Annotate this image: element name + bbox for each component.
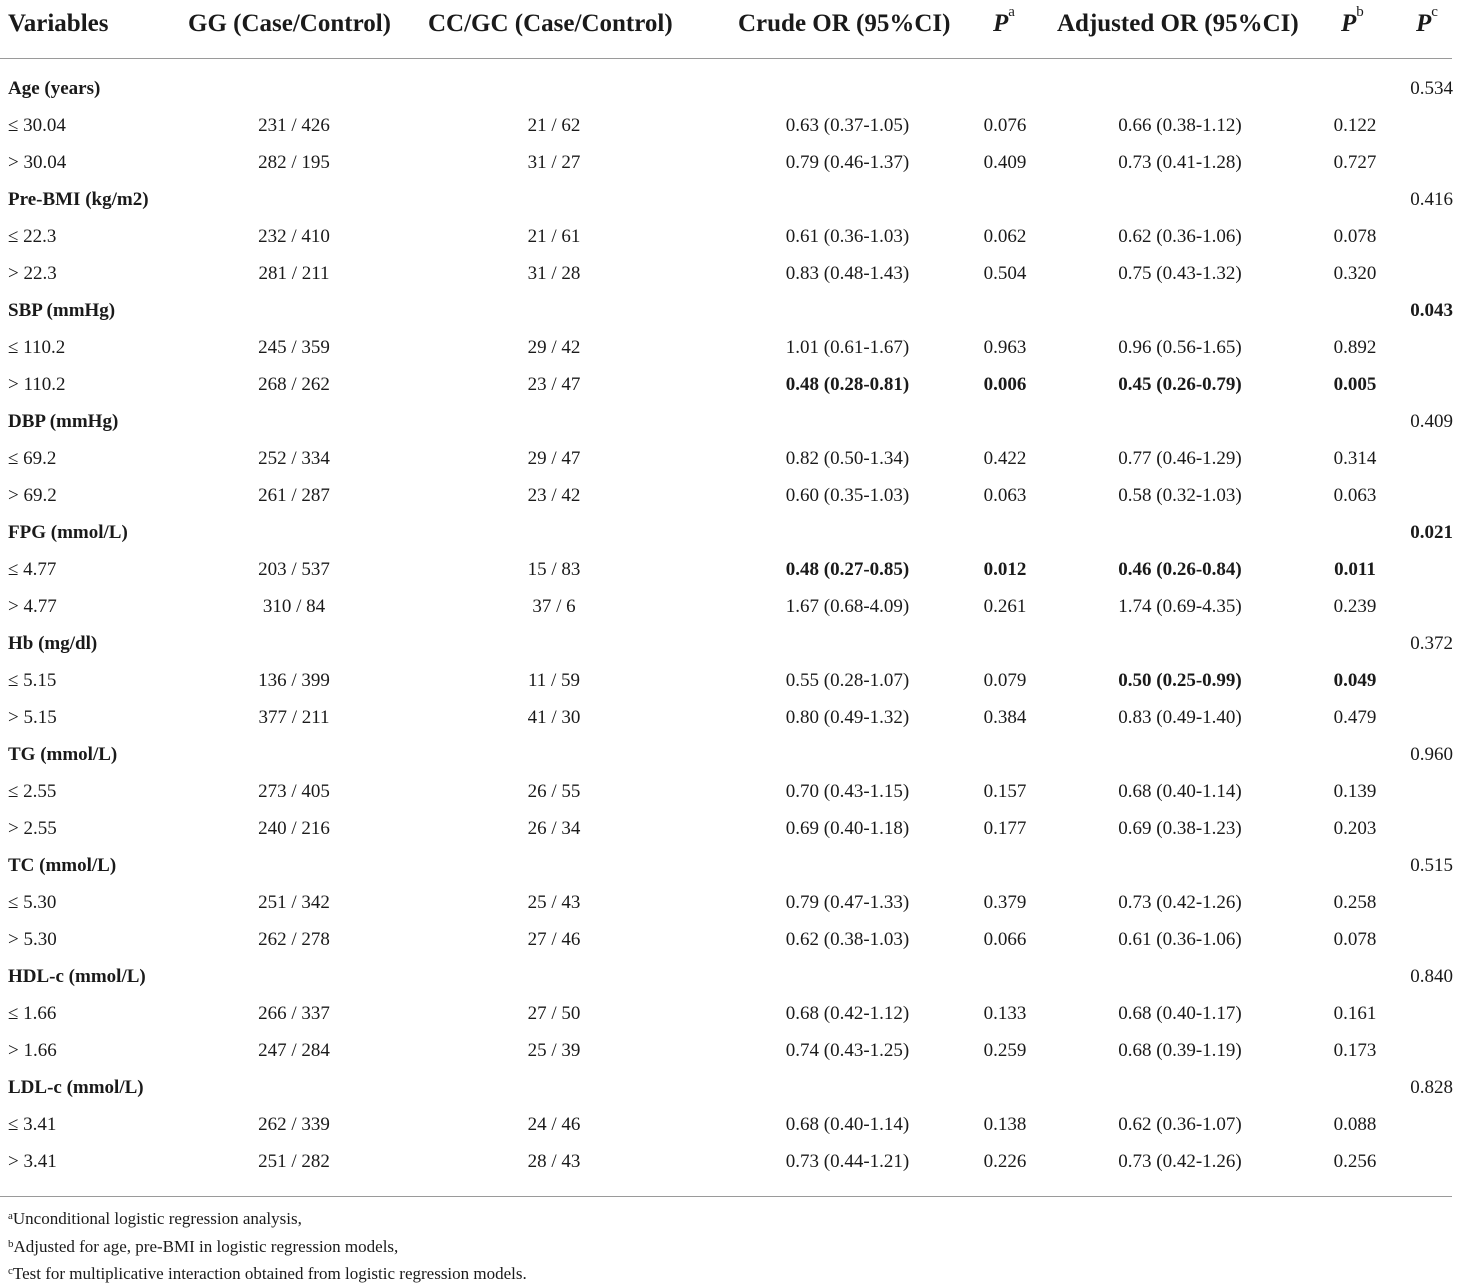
adjusted-or: 0.75 (0.43-1.32) <box>1118 263 1242 284</box>
gg-count: 247 / 284 <box>258 1040 330 1061</box>
p-value-a: 0.504 <box>983 263 1027 284</box>
gg-count: 136 / 399 <box>258 670 330 691</box>
gg-count: 266 / 337 <box>258 1003 330 1024</box>
footer-rule <box>0 1196 1452 1197</box>
adjusted-or: 0.68 (0.40-1.17) <box>1118 1003 1242 1024</box>
subgroup-label: > 110.2 <box>8 374 66 395</box>
p-value-a: 0.138 <box>983 1114 1027 1135</box>
subgroup-label: ≤ 5.30 <box>8 892 57 913</box>
p-value-b: 0.479 <box>1333 707 1377 728</box>
table-row <box>0 255 1460 292</box>
table-row <box>0 662 1460 699</box>
subgroup-label: > 3.41 <box>8 1151 57 1172</box>
group-label: DBP (mmHg) <box>8 411 119 432</box>
table-row <box>0 329 1460 366</box>
group-label: TC (mmol/L) <box>8 855 117 876</box>
p-value-b: 0.256 <box>1333 1151 1377 1172</box>
p-value-a: 0.963 <box>983 337 1027 358</box>
gg-count: 232 / 410 <box>258 226 330 247</box>
p-value-a: 0.422 <box>983 448 1027 469</box>
table-row <box>0 773 1460 810</box>
ccgc-count: 23 / 42 <box>527 485 581 506</box>
p-value-a: 0.177 <box>983 818 1027 839</box>
footnote-text: Unconditional logistic regression analysis, <box>12 1209 302 1228</box>
table-row <box>0 699 1460 736</box>
adjusted-or: 0.62 (0.36-1.06) <box>1118 226 1242 247</box>
p-value-a: 0.259 <box>983 1040 1027 1061</box>
gg-count: 261 / 287 <box>258 485 330 506</box>
header-p-a: $P^a$ <box>993 4 1015 37</box>
table-row <box>0 1106 1460 1143</box>
gg-count: 252 / 334 <box>258 448 330 469</box>
group-label: Age (years) <box>8 78 101 99</box>
gg-count: 251 / 282 <box>258 1151 330 1172</box>
table-row <box>0 107 1460 144</box>
ccgc-count: 21 / 62 <box>527 115 581 136</box>
table-row <box>0 1143 1460 1180</box>
gg-count: 262 / 339 <box>258 1114 330 1135</box>
header-gg: GG (Case/Control) <box>188 10 391 37</box>
footnotes <box>8 1205 527 1288</box>
p-value-b: 0.139 <box>1333 781 1377 802</box>
p-value-a: 0.409 <box>983 152 1027 173</box>
table-header <box>0 0 1460 58</box>
adjusted-or: 0.46 (0.26-0.84) <box>1118 559 1242 580</box>
p-value-a: 0.157 <box>983 781 1027 802</box>
table-row <box>0 921 1460 958</box>
group-row <box>0 847 1460 884</box>
ccgc-count: 27 / 46 <box>527 929 581 950</box>
subgroup-label: > 30.04 <box>8 152 67 173</box>
ccgc-count: 24 / 46 <box>527 1114 581 1135</box>
header-crude-or: Crude OR (95%CI) <box>738 10 951 37</box>
header-ccgc: CC/GC (Case/Control) <box>428 10 673 37</box>
p-value-b: 0.078 <box>1333 929 1377 950</box>
gg-count: 262 / 278 <box>258 929 330 950</box>
crude-or: 0.62 (0.38-1.03) <box>785 929 910 950</box>
p-value-b: 0.122 <box>1333 115 1377 136</box>
adjusted-or: 0.68 (0.39-1.19) <box>1118 1040 1242 1061</box>
p-value-a: 0.012 <box>983 559 1027 580</box>
crude-or: 0.79 (0.46-1.37) <box>785 152 910 173</box>
p-value-b: 0.892 <box>1333 337 1377 358</box>
subgroup-label: > 2.55 <box>8 818 57 839</box>
ccgc-count: 15 / 83 <box>527 559 581 580</box>
group-label: Pre-BMI (kg/m2) <box>8 189 149 210</box>
p-value-b: 0.049 <box>1333 670 1377 691</box>
p-interaction: 0.534 <box>1410 78 1453 99</box>
crude-or: 0.74 (0.43-1.25) <box>785 1040 910 1061</box>
p-value-a: 0.006 <box>983 374 1027 395</box>
p-interaction: 0.021 <box>1410 522 1453 543</box>
ccgc-count: 26 / 34 <box>527 818 581 839</box>
ccgc-count: 25 / 43 <box>527 892 581 913</box>
adjusted-or: 0.96 (0.56-1.65) <box>1118 337 1242 358</box>
crude-or: 0.63 (0.37-1.05) <box>785 115 910 136</box>
gg-count: 268 / 262 <box>258 374 330 395</box>
gg-count: 231 / 426 <box>258 115 330 136</box>
gg-count: 281 / 211 <box>258 263 330 284</box>
crude-or: 0.48 (0.27-0.85) <box>785 559 910 580</box>
p-value-b: 0.088 <box>1333 1114 1377 1135</box>
ccgc-count: 31 / 28 <box>527 263 581 284</box>
p-value-b: 0.727 <box>1333 152 1377 173</box>
subgroup-label: ≤ 30.04 <box>8 115 66 136</box>
table-body <box>0 70 1460 1180</box>
gg-count: 273 / 405 <box>258 781 330 802</box>
gg-count: 310 / 84 <box>262 596 326 617</box>
subgroup-label: ≤ 22.3 <box>8 226 57 247</box>
ccgc-count: 23 / 47 <box>527 374 581 395</box>
subgroup-label: > 4.77 <box>8 596 57 617</box>
p-value-b: 0.011 <box>1334 559 1376 580</box>
group-row <box>0 181 1460 218</box>
crude-or: 0.83 (0.48-1.43) <box>785 263 910 284</box>
footnote <box>8 1260 527 1288</box>
ccgc-count: 27 / 50 <box>527 1003 581 1024</box>
subgroup-label: ≤ 2.55 <box>8 781 57 802</box>
gg-count: 377 / 211 <box>258 707 330 728</box>
subgroup-label: ≤ 69.2 <box>8 448 57 469</box>
p-value-a: 0.066 <box>983 929 1027 950</box>
table-row <box>0 144 1460 181</box>
footnote-text: Test for multiplicative interaction obtained from logistic regression models. <box>12 1264 527 1283</box>
p-value-a: 0.384 <box>983 707 1027 728</box>
ccgc-count: 41 / 30 <box>527 707 581 728</box>
subgroup-label: > 1.66 <box>8 1040 57 1061</box>
p-value-a: 0.079 <box>983 670 1027 691</box>
subgroup-label: > 22.3 <box>8 263 57 284</box>
p-value-b: 0.173 <box>1333 1040 1377 1061</box>
adjusted-or: 0.58 (0.32-1.03) <box>1118 485 1242 506</box>
ccgc-count: 31 / 27 <box>527 152 581 173</box>
gg-count: 203 / 537 <box>258 559 330 580</box>
group-label: LDL-c (mmol/L) <box>8 1077 144 1098</box>
p-value-b: 0.078 <box>1333 226 1377 247</box>
p-value-a: 0.379 <box>983 892 1027 913</box>
group-row <box>0 625 1460 662</box>
ccgc-count: 37 / 6 <box>532 596 576 617</box>
subgroup-label: ≤ 3.41 <box>8 1114 57 1135</box>
subgroup-label: > 5.15 <box>8 707 57 728</box>
footnote-mark: c <box>8 1265 13 1277</box>
crude-or: 0.73 (0.44-1.21) <box>785 1151 910 1172</box>
header-p-c: $P^c$ <box>1416 4 1438 37</box>
crude-or: 0.48 (0.28-0.81) <box>785 374 910 395</box>
subgroup-label: > 5.30 <box>8 929 57 950</box>
subgroup-label: ≤ 110.2 <box>8 337 66 358</box>
ccgc-count: 29 / 47 <box>527 448 581 469</box>
crude-or: 0.68 (0.40-1.14) <box>785 1114 910 1135</box>
group-label: HDL-c (mmol/L) <box>8 966 146 987</box>
group-row <box>0 403 1460 440</box>
table-row <box>0 477 1460 514</box>
header-rule <box>0 58 1452 59</box>
p-value-b: 0.258 <box>1333 892 1377 913</box>
crude-or: 1.67 (0.68-4.09) <box>785 596 910 617</box>
p-interaction: 0.409 <box>1410 411 1453 432</box>
header-p-b: $P^b$ <box>1341 4 1364 37</box>
table-row <box>0 884 1460 921</box>
table-row <box>0 551 1460 588</box>
p-interaction: 0.828 <box>1410 1077 1453 1098</box>
p-value-b: 0.239 <box>1333 596 1377 617</box>
subgroup-label: > 69.2 <box>8 485 57 506</box>
p-value-a: 0.226 <box>983 1151 1027 1172</box>
group-row <box>0 1069 1460 1106</box>
group-label: SBP (mmHg) <box>8 300 116 321</box>
group-row <box>0 292 1460 329</box>
adjusted-or: 0.61 (0.36-1.06) <box>1118 929 1242 950</box>
adjusted-or: 0.68 (0.40-1.14) <box>1118 781 1242 802</box>
crude-or: 0.61 (0.36-1.03) <box>785 226 910 247</box>
table-row <box>0 1032 1460 1069</box>
adjusted-or: 0.50 (0.25-0.99) <box>1118 670 1242 691</box>
footnote <box>8 1233 527 1261</box>
crude-or: 0.55 (0.28-1.07) <box>785 670 910 691</box>
adjusted-or: 0.66 (0.38-1.12) <box>1118 115 1242 136</box>
ccgc-count: 26 / 55 <box>527 781 581 802</box>
footnote-text: Adjusted for age, pre-BMI in logistic regression models, <box>13 1236 399 1256</box>
adjusted-or: 0.62 (0.36-1.07) <box>1118 1114 1242 1135</box>
crude-or: 0.68 (0.42-1.12) <box>785 1003 910 1024</box>
ccgc-count: 11 / 59 <box>527 670 581 691</box>
gg-count: 245 / 359 <box>258 337 330 358</box>
table-row <box>0 810 1460 847</box>
table-row <box>0 995 1460 1032</box>
gg-count: 251 / 342 <box>258 892 330 913</box>
table-row <box>0 218 1460 255</box>
p-value-a: 0.062 <box>983 226 1027 247</box>
table-row <box>0 440 1460 477</box>
group-label: FPG (mmol/L) <box>8 522 128 543</box>
p-interaction: 0.043 <box>1410 300 1453 321</box>
header-adjusted-or: Adjusted OR (95%CI) <box>1057 10 1299 37</box>
p-interaction: 0.416 <box>1410 189 1453 210</box>
table-row <box>0 588 1460 625</box>
crude-or: 0.69 (0.40-1.18) <box>785 818 910 839</box>
table-row <box>0 366 1460 403</box>
gg-count: 240 / 216 <box>258 818 330 839</box>
group-row <box>0 70 1460 107</box>
p-value-b: 0.161 <box>1333 1003 1377 1024</box>
p-value-a: 0.133 <box>983 1003 1027 1024</box>
p-value-b: 0.320 <box>1333 263 1377 284</box>
footnote-mark: a <box>8 1210 13 1222</box>
crude-or: 0.60 (0.35-1.03) <box>785 485 910 506</box>
ccgc-count: 21 / 61 <box>527 226 581 247</box>
group-label: TG (mmol/L) <box>8 744 118 765</box>
p-value-a: 0.063 <box>983 485 1027 506</box>
p-interaction: 0.372 <box>1410 633 1453 654</box>
gg-count: 282 / 195 <box>258 152 330 173</box>
subgroup-label: ≤ 5.15 <box>8 670 57 691</box>
subgroup-label: ≤ 1.66 <box>8 1003 57 1024</box>
adjusted-or: 0.45 (0.26-0.79) <box>1118 374 1242 395</box>
p-value-b: 0.314 <box>1333 448 1377 469</box>
group-row <box>0 958 1460 995</box>
header-variables: Variables <box>8 10 109 37</box>
group-row <box>0 514 1460 551</box>
adjusted-or: 0.73 (0.42-1.26) <box>1118 892 1242 913</box>
p-value-a: 0.261 <box>983 596 1027 617</box>
footnote <box>8 1205 527 1233</box>
crude-or: 1.01 (0.61-1.67) <box>785 337 910 358</box>
crude-or: 0.82 (0.50-1.34) <box>785 448 910 469</box>
p-value-a: 0.076 <box>983 115 1027 136</box>
p-interaction: 0.960 <box>1410 744 1453 765</box>
p-value-b: 0.005 <box>1333 374 1377 395</box>
adjusted-or: 0.83 (0.49-1.40) <box>1118 707 1242 728</box>
subgroup-label: ≤ 4.77 <box>8 559 57 580</box>
p-interaction: 0.515 <box>1410 855 1453 876</box>
adjusted-or: 1.74 (0.69-4.35) <box>1118 596 1242 617</box>
p-value-b: 0.063 <box>1333 485 1377 506</box>
adjusted-or: 0.73 (0.41-1.28) <box>1118 152 1242 173</box>
crude-or: 0.80 (0.49-1.32) <box>785 707 910 728</box>
ccgc-count: 29 / 42 <box>527 337 581 358</box>
adjusted-or: 0.73 (0.42-1.26) <box>1118 1151 1242 1172</box>
group-row <box>0 736 1460 773</box>
adjusted-or: 0.77 (0.46-1.29) <box>1118 448 1242 469</box>
adjusted-or: 0.69 (0.38-1.23) <box>1118 818 1242 839</box>
p-value-b: 0.203 <box>1333 818 1377 839</box>
footnote-mark: b <box>8 1237 14 1250</box>
ccgc-count: 28 / 43 <box>527 1151 581 1172</box>
crude-or: 0.70 (0.43-1.15) <box>785 781 910 802</box>
ccgc-count: 25 / 39 <box>527 1040 581 1061</box>
p-interaction: 0.840 <box>1410 966 1453 987</box>
group-label: Hb (mg/dl) <box>8 633 98 654</box>
crude-or: 0.79 (0.47-1.33) <box>785 892 910 913</box>
